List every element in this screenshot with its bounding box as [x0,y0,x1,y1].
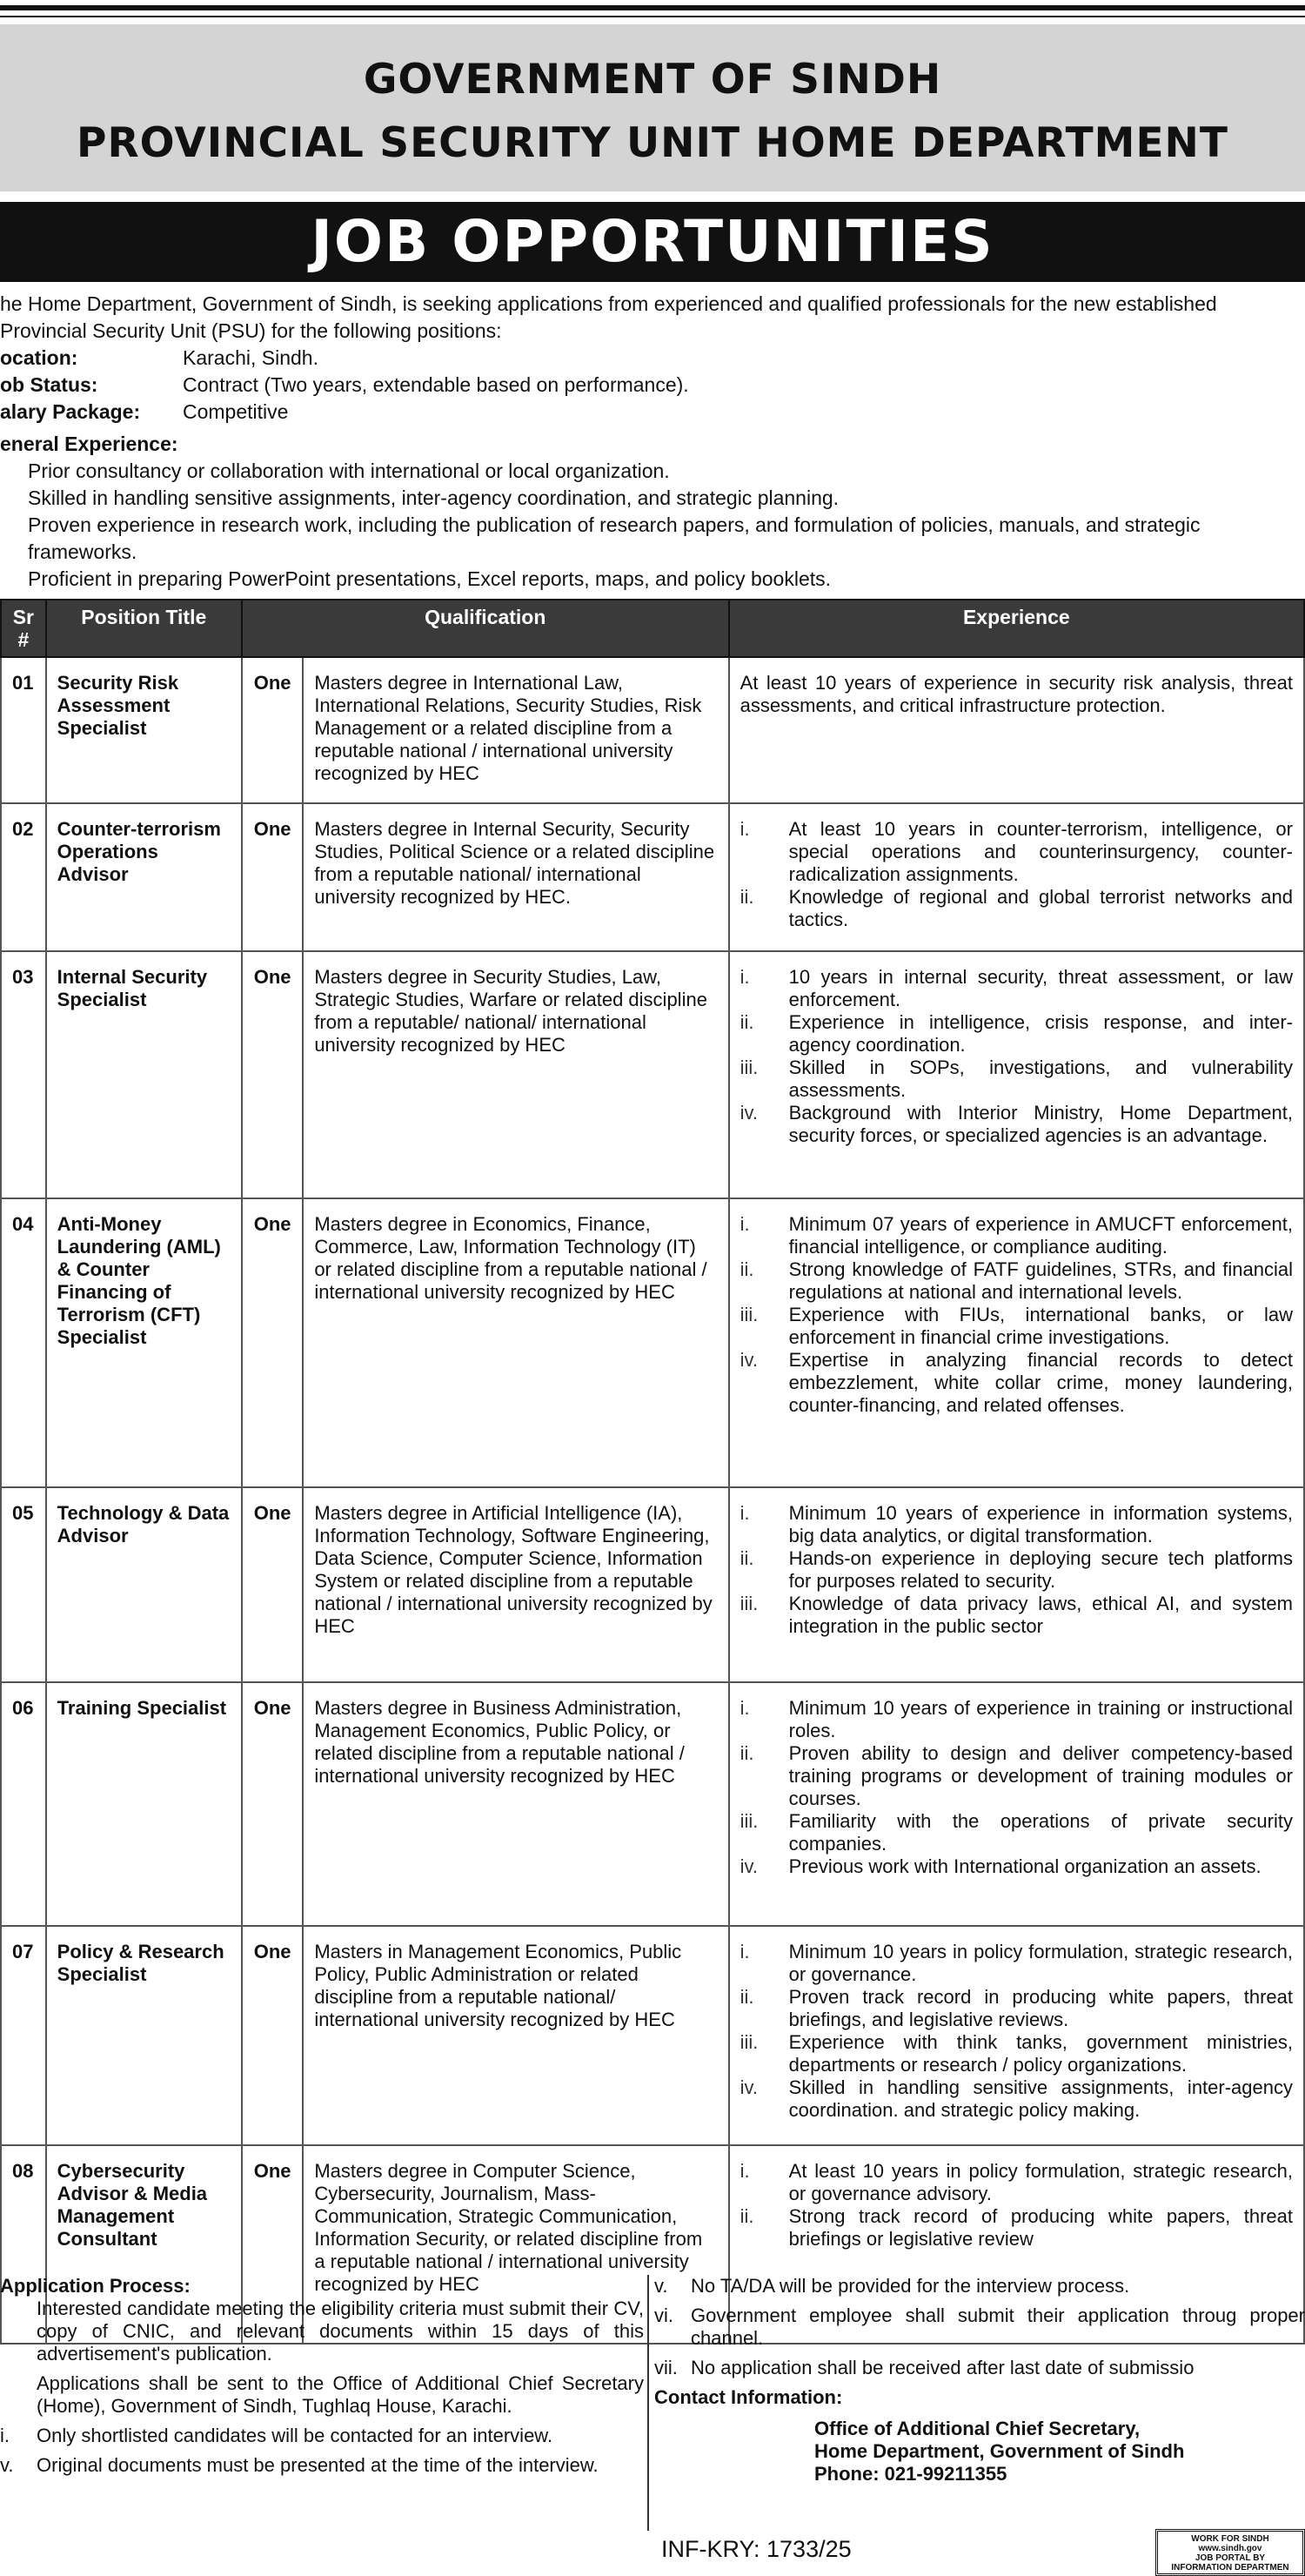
status-value: Contract (Two years, extendable based on performance). [183,373,689,396]
row-sr: 08 [1,2145,46,2344]
general-experience-item: Proven experience in research work, including the publication of research papers, and formulation of policies, manuals, and strategic frameworks. [28,513,1201,563]
experience-item: iii. Experience with think tanks, government ministries, departments or research / policy organizations. [740,2031,1293,2076]
experience-item: ii. Proven ability to design and deliver competency-based training programs or development of training modules or courses. [740,1742,1293,1809]
application-title: Application Process: [0,2275,191,2297]
header [0,24,1305,191]
row-position: Training Specialist [46,1682,242,1926]
row-position: Anti-Money Laundering (AML) & Counter Financing of Terrorism (CFT) Specialist [46,1198,242,1487]
application-list-right [654,2275,1305,2379]
row-vacancies: One [242,951,303,1198]
row-vacancies: One [242,1487,303,1682]
experience-list [740,1502,1293,1638]
intro-text: he Home Department, Government of Sindh, is seeking applications from experienced and qualified professionals for the new established Provincial Security Unit (PSU) for the following positions: [0,292,1217,342]
row-vacancies: One [242,1926,303,2145]
application-item: i. Only shortlisted candidates will be contacted for an interview. [0,2425,553,2446]
row-qualification: Masters in Management Economics, Public Policy, Public Administration or related discipline from a reputable national/ international university recognized by HEC [303,1926,728,2145]
row-vacancies: One [242,803,303,951]
experience-item: iii. Familiarity with the operations of private security companies. [740,1810,1293,1855]
salary-label: alary Package: [0,400,141,423]
experience-item: iii. Skilled in SOPs, investigations, and vulnerability assessments. [740,1057,1293,1101]
table-row [1,1682,1304,1926]
application-item: Interested candidate meeting the eligibility criteria must submit their CV, copy of CNIC, and relevant documents within 15 days of this advertisement's publication. [37,2298,644,2365]
experience-item: i. At least 10 years in counter-terrorism, intelligence, or special operations and counterinsurgency, counter-radicalization assignments. [740,818,1293,885]
row-position: Technology & Data Advisor [46,1487,242,1682]
job-portal-logo: WORK FOR SINDH www.sindh.gov JOB PORTAL BY INFORMATION DEPARTMEN [1155,2529,1305,2576]
reference-number: INF-KRY: 1733/25 [661,2536,852,2562]
row-qualification: Masters degree in Computer Science, Cybersecurity, Journalism, Mass-Communication, Strategic Communication, Information Security, or related discipline from a reputable national / international university recognized by HEC [303,2145,728,2344]
top-rule [0,5,1305,10]
row-experience [729,1682,1304,1926]
general-experience-title: eneral Experience: [0,433,178,455]
experience-list [740,1213,1293,1417]
experience-list [740,1697,1293,1878]
experience-list [740,818,1293,931]
job-opportunities-banner: JOB OPPORTUNITIES [0,202,1305,282]
table-header-row [1,600,1304,657]
row-sr: 01 [1,657,46,803]
application-item: Applications shall be sent to the Office of Additional Chief Secretary (Home), Government of Sindh, Tughlaq House, Karachi. [37,2372,644,2417]
application-item: vi. Government employee shall submit their application throug proper channel. [654,2304,1305,2349]
location-row [0,345,1305,372]
table-row [1,951,1304,1198]
experience-item: iii. Knowledge of data privacy laws, ethical AI, and system integration in the public sector [740,1593,1293,1637]
header-government: GOVERNMENT OF SINDH [363,56,942,104]
row-experience [729,1926,1304,2145]
experience-item: iv. Skilled in handling sensitive assignments, inter-agency coordination. and strategic policy making. [740,2076,1293,2121]
row-qualification: Masters degree in Security Studies, Law, Strategic Studies, Warfare or related discipline from a reputable/ national/ international university recognized by HEC [303,951,728,1198]
experience-item: i. Minimum 10 years in policy formulation, strategic research, or governance. [740,1941,1293,1985]
header-qualification: Qualification [242,600,729,657]
row-vacancies: One [242,2145,303,2344]
table-row [1,657,1304,803]
experience-item: ii. Strong track record of producing white papers, threat briefings or legislative review [740,2205,1293,2250]
table-row [1,803,1304,951]
row-position: Internal Security Specialist [46,951,242,1198]
location-label: ocation: [0,346,78,369]
row-sr: 03 [1,951,46,1198]
row-sr: 07 [1,1926,46,2145]
row-experience [729,1487,1304,1682]
application-item: vii. No application shall be received after last date of submissio [654,2357,1195,2378]
bottom-section [0,2275,1305,2576]
row-position: Security Risk Assessment Specialist [46,657,242,803]
application-process-right [654,2275,1305,2485]
top-rule-thin [0,16,1305,17]
status-row [0,372,1305,399]
row-vacancies: One [242,1198,303,1487]
experience-item: iv. Background with Interior Ministry, Home Department, security forces, or specialized agencies is an advantage. [740,1102,1293,1146]
experience-list [740,1941,1293,2122]
row-qualification: Masters degree in Artificial Intelligence (IA), Information Technology, Software Engineering, Data Science, Computer Science, Information System or related discipline from a reputable national / international university recognized by HEC [303,1487,728,1682]
row-experience [729,657,1304,803]
row-vacancies: One [242,657,303,803]
general-experience-item: Prior consultancy or collaboration with international or local organization. [28,460,670,482]
header-position: Position Title [46,600,242,657]
experience-item: ii. Experience in intelligence, crisis response, and inter-agency coordination. [740,1011,1293,1056]
table-row [1,1926,1304,2145]
row-experience [729,951,1304,1198]
status-label: ob Status: [0,373,98,396]
salary-row [0,399,1305,426]
experience-item: ii. Knowledge of regional and global terrorist networks and tactics. [740,886,1293,930]
row-experience [729,1198,1304,1487]
experience-item: ii. Strong knowledge of FATF guidelines, STRs, and financial regulations at national and international levels. [740,1258,1293,1303]
contact-office: Office of Additional Chief Secretary, [814,2418,1141,2439]
contact-title: Contact Information: [654,2386,843,2408]
general-experience-item: Proficient in preparing PowerPoint presentations, Excel reports, maps, and policy booklets. [28,567,832,590]
contact-department: Home Department, Government of Sindh [814,2440,1185,2462]
salary-value: Competitive [183,400,289,423]
experience-item: i. At least 10 years in policy formulation, strategic research, or governance advisory. [740,2160,1293,2204]
row-qualification: Masters degree in Business Administration, Management Economics, Public Policy, or related discipline from a reputable national / international university recognized by HEC [303,1682,728,1926]
row-qualification: Masters degree in Economics, Finance, Commerce, Law, Information Technology (IT) or related discipline from a reputable national / international university recognized by HEC [303,1198,728,1487]
application-item: v. Original documents must be presented at the time of the interview. [0,2454,599,2476]
header-sr: Sr # [1,600,46,657]
table-row [1,1198,1304,1487]
row-sr: 02 [1,803,46,951]
general-experience-list [0,458,1305,593]
row-sr: 05 [1,1487,46,1682]
row-position: Cybersecurity Advisor & Media Management Consultant [46,2145,242,2344]
experience-item: iv. Expertise in analyzing financial records to detect embezzlement, white collar crime, money laundering, counter-financing, and related offenses. [740,1349,1293,1416]
experience-item: iv. Previous work with International organization an assets. [740,1855,1262,1877]
table-row [1,1487,1304,1682]
application-process [0,2275,644,2484]
experience-item: i. Minimum 10 years of experience in training or instructional roles. [740,1697,1293,1741]
experience-text: At least 10 years of experience in security risk analysis, threat assessments, and critical infrastructure protection. [740,672,1293,716]
experience-item: iii. Experience with FIUs, international banks, or law enforcement in financial crime investigations. [740,1304,1293,1348]
row-sr: 06 [1,1682,46,1926]
experience-item: ii. Hands-on experience in deploying secure tech platforms for purposes related to security. [740,1547,1293,1592]
contact-block [814,2418,1305,2485]
general-experience-item: Skilled in handling sensitive assignments, inter-agency coordination, and strategic planning. [28,486,840,509]
location-value: Karachi, Sindh. [183,346,318,369]
application-item: v. No TA/DA will be provided for the interview process. [654,2275,1130,2297]
experience-item: i. Minimum 07 years of experience in AMUCFT enforcement, financial intelligence, or compliance auditing. [740,1213,1293,1258]
experience-list [740,2160,1293,2251]
row-position: Counter-terrorism Operations Advisor [46,803,242,951]
row-position: Policy & Research Specialist [46,1926,242,2145]
row-sr: 04 [1,1198,46,1487]
row-qualification: Masters degree in Internal Security, Security Studies, Political Science or a related discipline from a reputable national/ international university recognized by HEC. [303,803,728,951]
application-list-left [0,2298,644,2477]
positions-table [0,599,1305,2345]
row-experience [729,803,1304,951]
row-qualification: Masters degree in International Law, International Relations, Security Studies, Risk Management or a related discipline from a reputable national / international university recognized by HEC [303,657,728,803]
intro-section [0,291,1305,593]
experience-item: i. 10 years in internal security, threat assessment, or law enforcement. [740,966,1293,1010]
experience-list [740,966,1293,1147]
experience-item: ii. Proven track record in producing white papers, threat briefings, and legislative reviews. [740,1986,1293,2030]
contact-phone: Phone: 021-99211355 [814,2463,1007,2485]
experience-item: i. Minimum 10 years of experience in information systems, big data analytics, or digital transformation. [740,1502,1293,1546]
column-divider [647,2275,649,2531]
header-experience: Experience [729,600,1304,657]
row-vacancies: One [242,1682,303,1926]
header-department: PROVINCIAL SECURITY UNIT HOME DEPARTMENT [77,119,1228,167]
